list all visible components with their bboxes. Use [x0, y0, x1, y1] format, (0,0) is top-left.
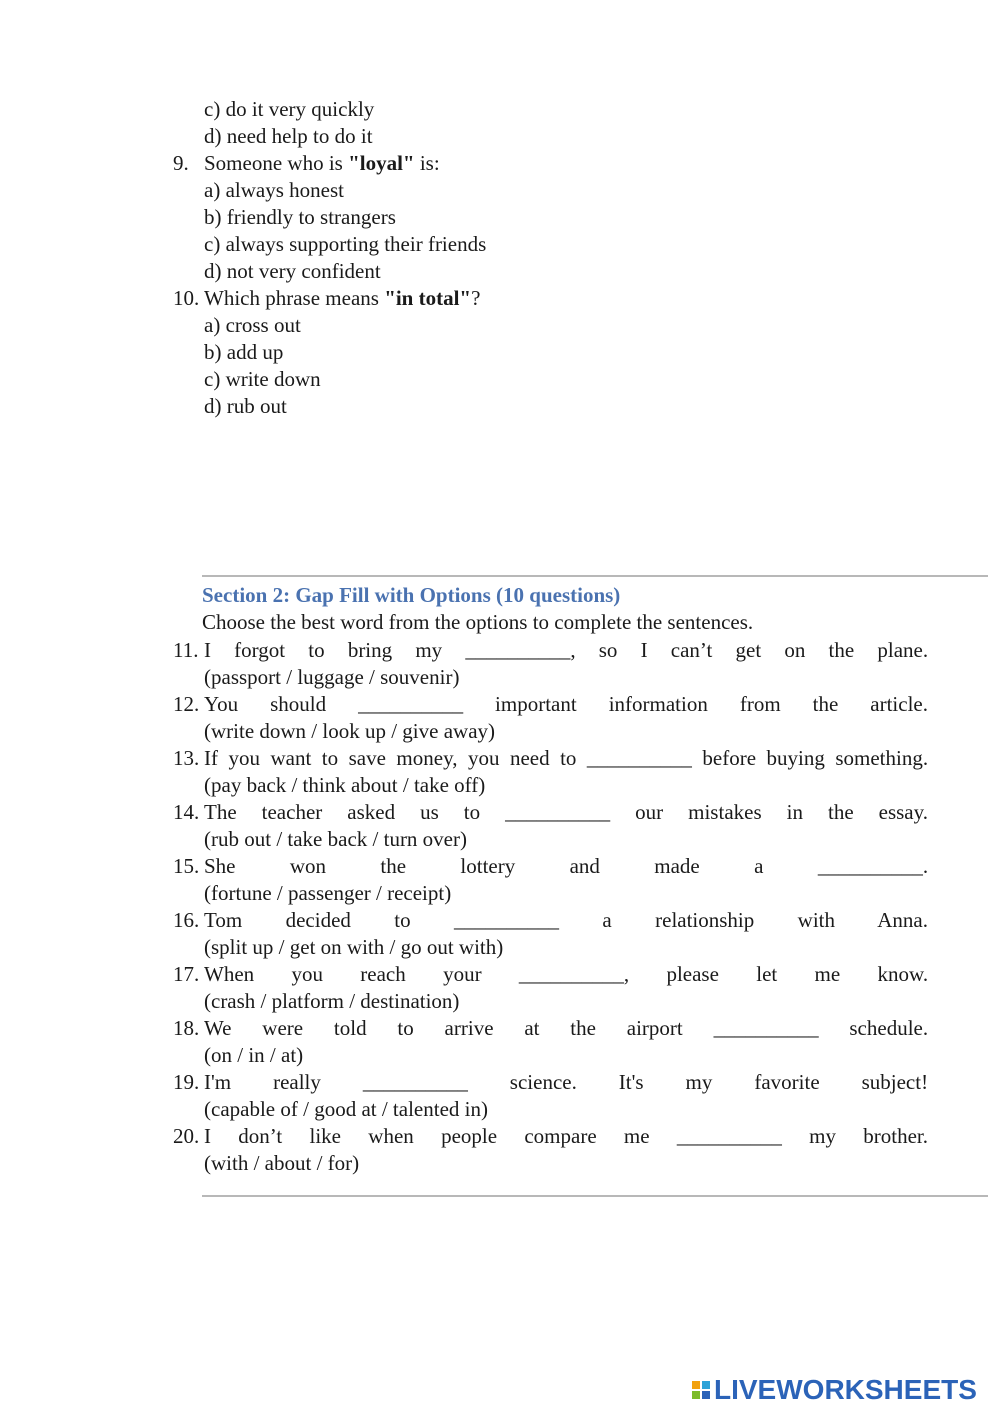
- sentence-word: essay.: [878, 800, 929, 824]
- sentence-word: favorite: [754, 1070, 820, 1094]
- gapfill-options: (fortune / passenger / receipt): [204, 881, 452, 905]
- sentence-word: in: [786, 800, 803, 824]
- sentence-word: arrive: [444, 1016, 494, 1040]
- sentence-word: I: [640, 638, 648, 662]
- sentence-word: information: [608, 692, 708, 716]
- sentence-word: like: [309, 1124, 342, 1148]
- liveworksheets-logo: [692, 1374, 977, 1406]
- sentence-word: you: [467, 746, 500, 770]
- sentence-word: I: [204, 638, 211, 662]
- sentence-word: schedule.: [849, 1016, 929, 1040]
- q10-stem: [204, 285, 480, 312]
- sentence-word: get: [735, 638, 762, 662]
- sentence-word: When: [204, 962, 255, 986]
- sentence-word: teacher: [261, 800, 323, 824]
- gapfill-question-number: 20.: [173, 1124, 200, 1148]
- q9-option-a: a) always honest: [204, 178, 344, 202]
- sentence-word: reach: [360, 962, 406, 986]
- gapfill-question-sentence: [204, 853, 928, 880]
- sentence-word: the: [380, 854, 407, 878]
- sentence-word: and: [569, 854, 600, 878]
- sentence-word: compare: [524, 1124, 597, 1148]
- q10-stem-pre: Which phrase means: [204, 286, 385, 310]
- gapfill-question-sentence: [204, 691, 928, 718]
- gap-blank: __________: [586, 746, 692, 770]
- sentence-word: please: [666, 962, 719, 986]
- sentence-word: lottery: [460, 854, 516, 878]
- sentence-word: subject!: [861, 1070, 929, 1094]
- sentence-word: can’t: [670, 638, 713, 662]
- sentence-word: I'm: [204, 1070, 232, 1094]
- sentence-word: should: [270, 692, 327, 716]
- gapfill-question-sentence: [204, 1123, 928, 1150]
- logo-square-orange: [692, 1381, 700, 1389]
- gapfill-options: (with / about / for): [204, 1151, 360, 1175]
- sentence-word: a: [602, 908, 612, 932]
- sentence-word: my: [685, 1070, 713, 1094]
- q10-number: 10.: [173, 286, 200, 310]
- gapfill-options: (split up / get on with / go out with): [204, 935, 504, 959]
- sentence-word: money,: [396, 746, 458, 770]
- logo-square-green: [692, 1391, 700, 1399]
- sentence-word: told: [333, 1016, 367, 1040]
- gap-blank: __________: [713, 1016, 819, 1040]
- gap-blank: __________: [358, 692, 464, 716]
- gapfill-options: (pay back / think about / take off): [204, 773, 486, 797]
- sentence-word: to: [394, 908, 411, 932]
- q9-number: 9.: [173, 151, 189, 175]
- gap-blank: __________.: [817, 854, 929, 878]
- gapfill-question-number: 13.: [173, 746, 200, 770]
- gap-blank: __________: [454, 908, 560, 932]
- q9-option-b: b) friendly to strangers: [204, 205, 396, 229]
- sentence-word: buying: [766, 746, 825, 770]
- sentence-word: asked: [347, 800, 396, 824]
- gapfill-question-number: 19.: [173, 1070, 200, 1094]
- sentence-word: bring: [347, 638, 393, 662]
- sentence-word: The: [204, 800, 237, 824]
- sentence-word: my: [415, 638, 443, 662]
- sentence-word: us: [420, 800, 439, 824]
- gapfill-question-number: 16.: [173, 908, 200, 932]
- gapfill-question-number: 11.: [173, 638, 199, 662]
- gapfill-options: (crash / platform / destination): [204, 989, 460, 1013]
- gap-blank: __________: [505, 800, 611, 824]
- section-divider-top: [202, 575, 988, 577]
- gap-blank: __________,: [465, 638, 576, 662]
- gapfill-question-sentence: [204, 1015, 928, 1042]
- sentence-word: won: [289, 854, 327, 878]
- sentence-word: our: [635, 800, 664, 824]
- q8-option-c: c) do it very quickly: [204, 97, 375, 121]
- q10-option-a: a) cross out: [204, 313, 301, 337]
- sentence-word: to: [463, 800, 481, 824]
- sentence-word: me: [814, 962, 841, 986]
- sentence-word: the: [827, 800, 854, 824]
- q9-option-c: c) always supporting their friends: [204, 232, 487, 256]
- sentence-word: my: [809, 1124, 836, 1148]
- sentence-word: you: [228, 746, 260, 770]
- sentence-word: at: [524, 1016, 540, 1040]
- sentence-word: your: [443, 962, 482, 986]
- sentence-word: something.: [835, 746, 929, 770]
- gapfill-question-sentence: [204, 1069, 928, 1096]
- gapfill-options: (passport / luggage / souvenir): [204, 665, 460, 689]
- liveworksheets-logo-icon: [692, 1381, 710, 1399]
- sentence-word: were: [262, 1016, 304, 1040]
- sentence-word: decided: [285, 908, 351, 932]
- sentence-word: when: [368, 1124, 414, 1148]
- sentence-word: the: [812, 692, 839, 716]
- q9-stem-post: is:: [414, 151, 440, 175]
- gapfill-question-number: 15.: [173, 854, 200, 878]
- sentence-word: people: [441, 1124, 498, 1148]
- logo-square-blue: [702, 1381, 710, 1389]
- sentence-word: She: [204, 854, 236, 878]
- sentence-word: plane.: [877, 638, 929, 662]
- gapfill-question-sentence: [204, 799, 928, 826]
- sentence-word: know.: [877, 962, 929, 986]
- gapfill-options: (write down / look up / give away): [204, 719, 496, 743]
- gapfill-question-number: 12.: [173, 692, 200, 716]
- liveworksheets-logo-text: LIVEWORKSHEETS: [714, 1374, 977, 1405]
- gapfill-question-number: 14.: [173, 800, 200, 824]
- sentence-word: with: [797, 908, 836, 932]
- gap-blank: __________: [362, 1070, 468, 1094]
- gapfill-question-sentence: [204, 961, 928, 988]
- q8-option-d: d) need help to do it: [204, 124, 373, 148]
- gap-blank: __________: [676, 1124, 782, 1148]
- gapfill-question-number: 17.: [173, 962, 200, 986]
- sentence-word: me: [623, 1124, 650, 1148]
- q10-stem-post: ?: [471, 286, 481, 310]
- section2-instruction: Choose the best word from the options to complete the sentences.: [202, 610, 754, 634]
- sentence-word: mistakes: [688, 800, 762, 824]
- sentence-word: need: [509, 746, 550, 770]
- gapfill-question-sentence: [204, 637, 928, 664]
- q10-option-c: c) write down: [204, 367, 321, 391]
- q9-option-d: d) not very confident: [204, 259, 381, 283]
- sentence-word: a: [754, 854, 764, 878]
- q9-stem: [204, 150, 440, 177]
- gapfill-question-sentence: [204, 907, 928, 934]
- sentence-word: If: [204, 746, 218, 770]
- sentence-word: really: [273, 1070, 321, 1094]
- section-divider-bottom: [202, 1195, 988, 1197]
- q9-keyword: "loyal": [348, 151, 415, 175]
- sentence-word: I: [204, 1124, 211, 1148]
- gapfill-options: (rub out / take back / turn over): [204, 827, 467, 851]
- sentence-word: the: [570, 1016, 596, 1040]
- sentence-word: the: [828, 638, 855, 662]
- sentence-word: important: [495, 692, 577, 716]
- sentence-word: want: [270, 746, 312, 770]
- sentence-word: airport: [626, 1016, 683, 1040]
- sentence-word: so: [598, 638, 618, 662]
- sentence-word: save: [348, 746, 386, 770]
- q10-keyword: "in total": [384, 286, 472, 310]
- sentence-word: science.: [509, 1070, 577, 1094]
- sentence-word: before: [702, 746, 757, 770]
- sentence-word: Anna.: [877, 908, 928, 932]
- sentence-word: to: [308, 638, 325, 662]
- section2-title: Section 2: Gap Fill with Options (10 questions): [202, 583, 621, 607]
- gapfill-question-number: 18.: [173, 1016, 200, 1040]
- gapfill-question-sentence: [204, 745, 928, 772]
- gap-blank: __________,: [518, 962, 630, 986]
- gapfill-options: (on / in / at): [204, 1043, 304, 1067]
- sentence-word: brother.: [863, 1124, 928, 1148]
- sentence-word: forgot: [234, 638, 286, 662]
- sentence-word: It's: [618, 1070, 644, 1094]
- sentence-word: from: [739, 692, 781, 716]
- sentence-word: Tom: [204, 908, 243, 932]
- sentence-word: We: [204, 1016, 232, 1040]
- sentence-word: don’t: [238, 1124, 283, 1148]
- q9-stem-pre: Someone who is: [204, 151, 349, 175]
- gapfill-options: (capable of / good at / talented in): [204, 1097, 488, 1121]
- sentence-word: to: [397, 1016, 414, 1040]
- sentence-word: made: [654, 854, 700, 878]
- sentence-word: article.: [870, 692, 928, 716]
- sentence-word: to: [560, 746, 577, 770]
- sentence-word: you: [291, 962, 323, 986]
- sentence-word: You: [204, 692, 239, 716]
- sentence-word: on: [784, 638, 806, 662]
- sentence-word: to: [321, 746, 339, 770]
- logo-square-navy: [702, 1391, 710, 1399]
- q10-option-d: d) rub out: [204, 394, 287, 418]
- sentence-word: relationship: [655, 908, 755, 932]
- sentence-word: let: [756, 962, 778, 986]
- q10-option-b: b) add up: [204, 340, 284, 364]
